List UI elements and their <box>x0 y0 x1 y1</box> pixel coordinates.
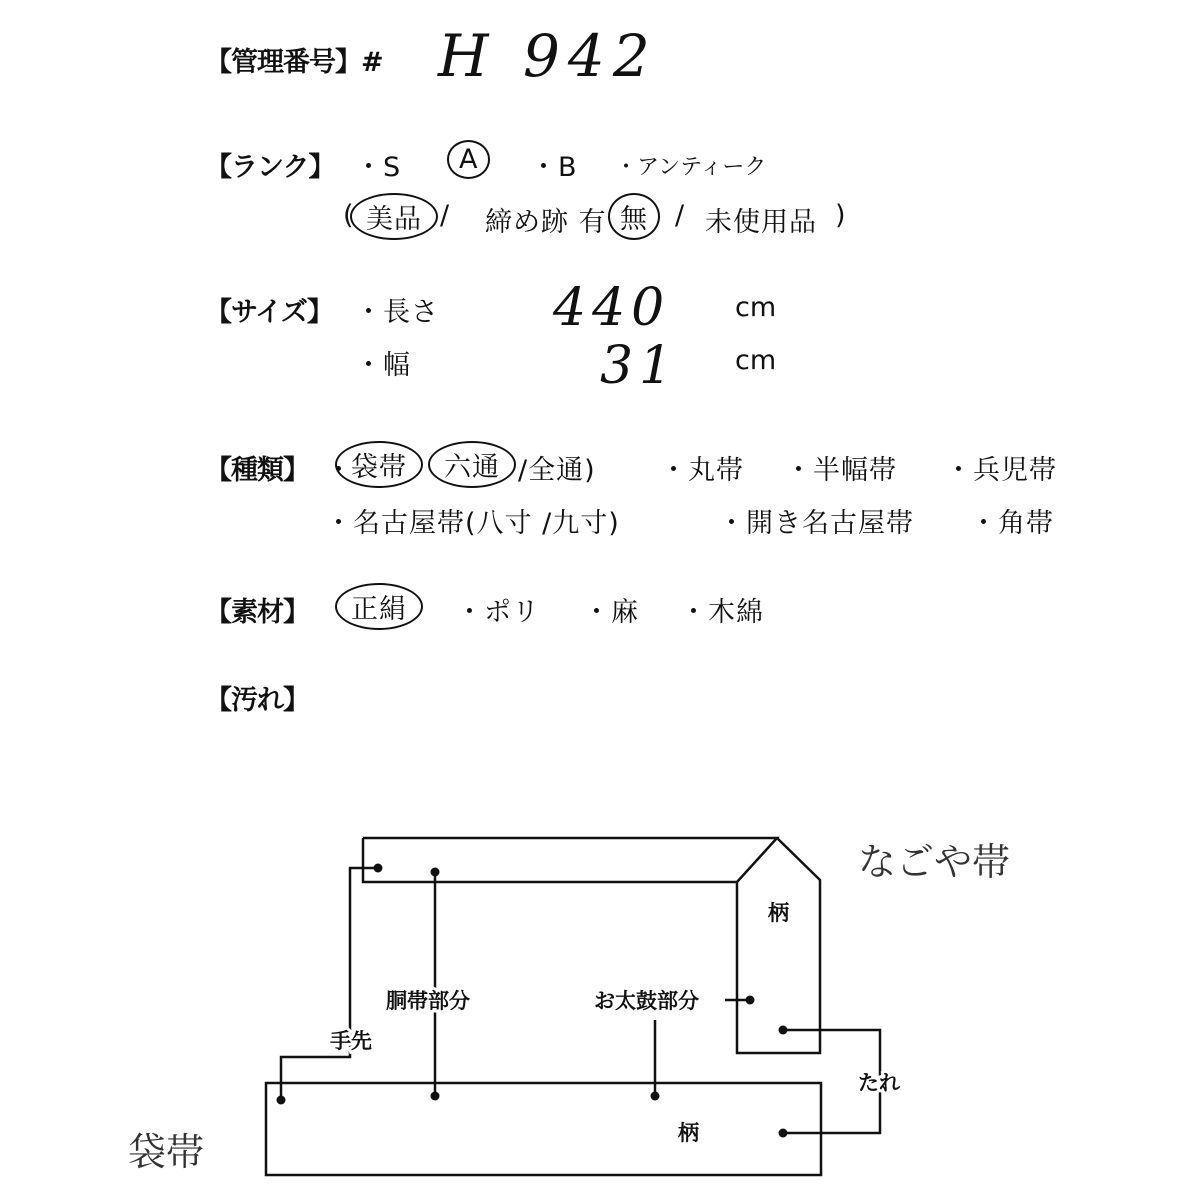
type-bullet: ・ <box>325 455 353 486</box>
size-label: 【サイズ】 <box>205 297 333 328</box>
rank-option-s: ・S <box>355 152 402 183</box>
size-width-unit: cm <box>735 345 777 376</box>
tesaki-dot <box>374 864 383 873</box>
otaiko-dot-top <box>746 996 755 1005</box>
stain-label: 【汚れ】 <box>205 685 309 716</box>
rank-sub-slash2: / <box>675 200 686 231</box>
type-zentsu: /全通) <box>518 455 596 486</box>
rank-option-a: A <box>447 140 490 179</box>
type-heko: ・兵児帯 <box>945 455 1057 486</box>
material-cotton: ・木綿 <box>680 597 764 628</box>
type-kaku: ・角帯 <box>970 508 1054 539</box>
tesaki-dot-bottom <box>277 1096 286 1105</box>
pattern-top-label: 柄 <box>768 901 789 925</box>
type-maru: ・丸帯 <box>660 455 744 486</box>
type-nagoya: ・名古屋帯(八寸 /九寸) <box>325 508 620 539</box>
material-label: 【素材】 <box>205 597 309 628</box>
size-length-unit: cm <box>735 292 777 323</box>
management-label: 【管理番号】# <box>205 47 383 78</box>
fukuro-obi-label: 袋帯 <box>128 1130 205 1174</box>
rank-sub-none: 無 <box>608 193 660 240</box>
rank-sub-open: ( <box>343 200 355 231</box>
rank-sub-close: ) <box>835 200 847 231</box>
rank-option-antique: ・アンティーク <box>615 155 767 180</box>
tare-dot-top <box>779 1026 788 1035</box>
type-rokutsu: 六通 <box>428 441 516 488</box>
dou-dot-top <box>431 868 440 877</box>
type-label: 【種類】 <box>205 455 309 486</box>
material-asa: ・麻 <box>583 597 639 628</box>
size-width-value: 31 <box>600 336 679 396</box>
size-width-label: ・幅 <box>355 350 411 381</box>
tare-dot-bottom <box>779 1129 788 1138</box>
type-hanhaba: ・半幅帯 <box>785 455 897 486</box>
material-silk: 正絹 <box>335 583 423 630</box>
fukuro-obi-shape <box>266 1083 821 1175</box>
dou-dot-bottom <box>431 1092 440 1101</box>
rank-option-b: ・B <box>530 152 578 183</box>
tare-label: たれ <box>858 1071 900 1095</box>
pattern-bottom-label: 柄 <box>678 1121 699 1145</box>
rank-sub-tie-mark: 締め跡 有 <box>485 207 607 238</box>
obi-diagram <box>0 780 1200 1200</box>
material-poly: ・ポリ <box>456 597 540 628</box>
rank-sub-beauty: 美品 <box>350 193 438 240</box>
size-length-value: 440 <box>553 278 671 338</box>
rank-label: 【ランク】 <box>205 152 335 183</box>
rank-sub-slash1: / <box>440 200 451 231</box>
type-fukuro: 袋帯 <box>335 441 423 488</box>
dou-label: 胴帯部分 <box>386 989 470 1013</box>
nagoya-obi-label: なごや帯 <box>858 840 1011 884</box>
otaiko-dot-bottom <box>651 1092 660 1101</box>
otaiko-label: お太鼓部分 <box>594 989 699 1013</box>
size-length-label: ・長さ <box>355 297 439 328</box>
tesaki-label: 手先 <box>330 1029 372 1053</box>
type-hiraki-nagoya: ・開き名古屋帯 <box>718 508 914 539</box>
rank-sub-unused: 未使用品 <box>705 207 817 238</box>
management-number: H 942 <box>438 22 658 90</box>
